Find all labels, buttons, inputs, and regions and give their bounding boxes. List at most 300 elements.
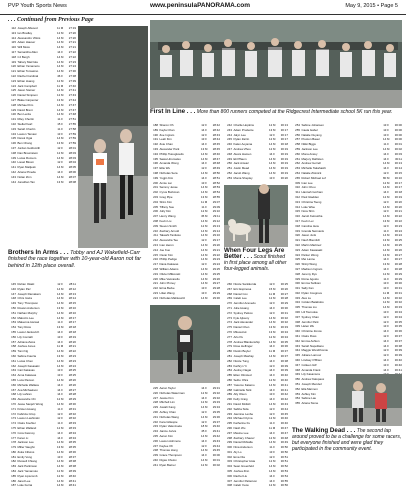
runner-name: Joseph Allwood [17,26,38,30]
place: 204 [153,199,158,204]
finish-time: 28:36 [68,449,76,454]
finish-time: 30:46 [280,416,288,421]
runner-name: John Chou [301,185,316,190]
place: 167 [11,387,16,392]
place: 301 [227,449,232,454]
finish-time: 30:46 [280,421,288,426]
place: 188 [153,123,158,127]
finish-time: 30:29 [394,271,402,276]
age-gender: 13 M [269,329,276,334]
finish-time: 30:41 [394,367,402,372]
runner-name: Nolan Zinn [17,174,32,179]
age-gender: 12 F [57,160,63,165]
age-gender: 14 F [57,392,63,397]
place: 113 [11,30,16,35]
runner-name: Aaron Kim [159,433,173,438]
finish-time: 30:24 [394,228,402,233]
runner-name: Joshua Jones [17,344,36,349]
age-gender: 45 F [201,429,207,434]
age-gender: 14 M [57,155,64,160]
finish-time: 29:31 [212,386,220,390]
caption-fourlegs-head: When Four Legs Are Better . . . [224,247,285,260]
age-gender: 12 M [269,483,276,488]
age-gender: 14 F [269,478,275,483]
age-gender: 14 M [57,401,64,406]
runner-name: Ariana Pineda [17,169,36,174]
place: 157 [11,339,16,344]
place: 142 [11,169,16,174]
finish-time: 30:32 [280,315,288,320]
place: 264 [295,170,300,175]
runner-name: Alexandre Chi [17,397,36,402]
runner-name: Caela Isabel [301,127,318,132]
place: 206 [153,209,158,214]
age-gender: 13 M [201,146,208,151]
finish-time: 27:47 [68,107,76,112]
age-gender: 14 F [57,435,63,440]
finish-time: 30:19 [280,151,288,156]
runner-name: Jolly Kim [159,209,172,214]
place: 192 [153,142,158,147]
place: 263 [295,166,300,171]
place: 135 [11,136,16,141]
runner-name: Daniel Chen [233,325,250,330]
age-gender: 12 M [57,397,64,402]
runner-name: Luca Paxson [17,377,35,382]
runner-name: Rachel Cardinal [17,73,39,78]
runner-name: Adam Kawasaki [301,247,323,252]
finish-time: 28:52 [212,180,220,185]
finish-time: 30:44 [280,406,288,411]
runner-name: Paul Gladden [301,194,320,199]
finish-time: 30:01 [212,457,220,462]
age-gender: 13 F [201,290,207,295]
runner-name: Jordan Goldsmith [17,145,41,150]
place: 189 [153,127,158,132]
runner-name: Mitchell Lim [159,400,175,405]
place: 274 [227,320,232,325]
age-gender: 14 M [269,464,276,469]
finish-time: 30:31 [394,290,402,295]
finish-time: 28:06 [68,169,76,174]
finish-time: 30:36 [280,344,288,349]
finish-time: 30:28 [394,262,402,267]
caption-walking-head: The Walking Dead . . . [292,427,356,434]
age-gender: 14 F [57,49,63,54]
place: 149 [11,301,16,306]
age-gender: 14 M [57,363,64,368]
photo-runner [150,305,220,383]
finish-time: 30:00 [394,123,402,127]
runner-name: Jennifer Patterson [233,478,257,483]
finish-time: 29:20 [212,242,220,247]
age-gender: 14 F [383,343,389,348]
finish-time: 28:21 [68,344,76,349]
runner-name: Christopher Hsia [233,459,256,464]
finish-time: 30:17 [394,180,402,185]
finish-time: 28:19 [68,334,76,339]
place: 259 [295,146,300,151]
place: 181 [11,454,16,459]
place: 283 [227,363,232,368]
runner-name: Monia Shepley [233,175,253,180]
age-gender: 12 M [201,400,208,405]
age-gender: 18 M [201,424,208,429]
runner-name: Jonathan Tan [17,179,35,184]
finish-time: 30:30 [280,305,288,310]
finish-time: 28:30 [68,401,76,406]
finish-time: 30:18 [394,190,402,195]
age-gender: 11 M [57,26,64,30]
runner-name: Ema Ota [233,454,245,459]
runner-name: Jennifer Acevedo [233,301,256,306]
place: 137 [11,145,16,150]
runner-name: Michael Clyma [233,416,253,421]
place: 127 [11,97,16,102]
runner-name: Chris Icaza [17,296,32,301]
age-gender: 14 M [57,107,64,112]
result-row [224,176,288,181]
runner-name: Alex Lu [301,295,312,300]
finish-time: 28:13 [68,291,76,296]
place: 257 [295,137,300,142]
age-gender: 12 M [383,180,390,185]
age-gender: 13 M [57,445,64,450]
runner-name: Lucas Chen [17,358,33,363]
place: 342 [295,338,300,343]
caption-four-legs [224,248,290,272]
runner-name: Jack Yamamoto [17,469,38,474]
age-gender: 14 F [269,473,275,478]
age-gender: 14 F [201,142,207,147]
place: 163 [11,368,16,373]
runner-name: Adriana Zeiss [17,339,36,344]
place: 291 [227,401,232,406]
place: 343 [295,343,300,348]
age-gender: 12 M [57,473,64,478]
place: 289 [227,392,232,397]
place: 168 [11,392,16,397]
age-gender: 13 F [57,368,63,373]
place: 215 [153,252,158,257]
runner-name: John Pinney [159,281,176,286]
age-gender: 12 M [269,459,276,464]
runner-name: Sawa Hirumatsu [159,156,181,161]
age-gender: 12 F [57,416,63,421]
finish-time: 29:14 [212,228,220,233]
finish-time: 28:25 [68,368,76,373]
place: 126 [11,93,16,98]
place: 165 [11,377,16,382]
finish-time: 30:19 [280,161,288,166]
finish-time: 28:51 [212,175,220,180]
runner-name: Karen Li [17,435,29,440]
finish-time: 28:17 [68,320,76,325]
place: 208 [153,218,158,223]
finish-time: 29:25 [212,271,220,276]
place: 119 [11,59,16,64]
place: 161 [11,358,16,363]
runner-name: Preston Bauer [301,137,320,142]
runner-name: Amanda Wong [159,161,179,166]
place: 146 [11,286,16,291]
runner-name: Mei Lanne [301,257,315,262]
finish-time: 30:13 [394,161,402,166]
age-gender: 14 M [201,295,208,300]
runner-name: Kyle Ajlouny [233,315,250,320]
caption-firstinline-body: More than 800 runners competed at the Ridgecrest Intermediate school 5K run this year. [196,109,393,115]
finish-time: 28:38 [68,459,76,464]
runner-name: Takashi Tanikoto [159,233,181,238]
finish-time: 28:44 [212,137,220,142]
age-gender: 14 M [383,161,390,166]
finish-time: 28:07 [68,174,76,179]
runner-name: Jasmine Lenbe [233,411,254,416]
age-gender: 13 M [269,127,276,132]
place: 324 [295,252,300,257]
age-gender: 11 M [57,344,64,349]
age-gender: 11 M [269,291,276,296]
place: 245 [227,137,232,142]
finish-time: 28:46 [212,151,220,156]
finish-time: 27:40 [68,83,76,88]
age-gender: 13 F [383,132,389,137]
place: 302 [227,454,232,459]
place: 286 [227,377,232,382]
age-gender: 11 F [269,421,275,426]
finish-time: 30:39 [280,368,288,373]
age-gender: 14 M [57,45,64,50]
place: 336 [295,310,300,315]
result-row [150,296,220,301]
age-gender: 15 F [57,121,63,126]
runner-name: Rylan Paz [17,286,31,291]
age-gender: 14 M [57,296,64,301]
finish-time: 28:01 [68,145,76,150]
finish-time: 30:20 [394,199,402,204]
place: 322 [295,242,300,247]
place: 228 [153,400,158,405]
place: 318 [295,223,300,228]
age-gender: 13 F [269,449,275,454]
runner-name: Andrew Zhou [233,146,251,151]
runner-name: Yasumo Katamo [233,382,255,387]
place: 351 [295,382,300,387]
finish-time: 30:28 [394,266,402,271]
age-gender: 12 F [201,262,207,267]
runner-name: Joseph Mashay [233,353,254,358]
finish-time: 28:23 [68,358,76,363]
age-gender: 14 F [57,387,63,392]
place: 279 [227,344,232,349]
finish-time: 28:35 [68,445,76,450]
finish-time: 30:24 [394,233,402,238]
place: 295 [227,421,232,426]
finish-time: 29:13 [212,223,220,228]
runner-name: Ally Olson [233,392,247,397]
runner-name: Sabha Sida [233,406,249,411]
place: 205 [153,204,158,209]
continued-label: . . . Continued from Previous Page [8,17,94,23]
place: 214 [153,247,158,252]
finish-time: 28:23 [68,353,76,358]
age-gender: 11 F [383,228,389,233]
place: 305 [227,469,232,474]
runner-name: Joseph Ramakers [17,291,41,296]
finish-time: 30:22 [394,218,402,223]
runner-name: Andrew Kalopaux [301,377,325,382]
finish-time: 30:34 [394,310,402,315]
finish-time: 29:10 [212,209,220,214]
place: 340 [295,329,300,334]
place: 307 [227,478,232,483]
age-gender: 13 F [383,310,389,315]
finish-time: 28:45 [212,146,220,151]
place: 160 [11,353,16,358]
finish-time: 30:36 [394,329,402,334]
age-gender: 12 F [201,419,207,424]
age-gender: 11 F [57,406,63,411]
finish-time: 30:38 [394,343,402,348]
runner-name: Nicholas Mahkowitz [159,295,186,300]
finish-time: 28:43 [212,132,220,137]
finish-time: 30:40 [394,362,402,367]
place: 151 [11,310,16,315]
runner-name: Natalie Ouyang [301,132,322,137]
runner-name: Russell Chiang [17,459,37,464]
place: 216 [153,257,158,262]
place: 143 [11,174,16,179]
finish-time: 28:04 [68,160,76,165]
finish-time: 30:42 [280,397,288,402]
runner-name: Colleen Gilf [301,362,317,367]
place: 312 [295,194,300,199]
runner-name: Laurel Jankovich [17,329,40,334]
runner-name: Will Moss [17,45,30,50]
place: 117 [11,49,16,54]
place: 332 [295,290,300,295]
place: 122 [11,73,16,78]
finish-time: 28:34 [68,430,76,435]
finish-time: 28:33 [68,421,76,426]
finish-time: 30:17 [280,132,288,137]
runner-name: Julie Huang [233,305,249,310]
caption-brothers-head: Brothers In Arms . . . [8,249,69,256]
runner-name: Caroline Hew [301,223,319,228]
runner-name: Michelle Wallace [17,382,40,387]
finish-time: 29:22 [212,252,220,257]
finish-time: 30:16 [394,175,402,180]
place: 311 [295,190,300,195]
finish-time: 27:30 [68,69,76,74]
runner-name: Joseph Kasasaki [17,363,40,368]
place: 353 [295,391,300,396]
place: 232 [153,419,158,424]
place: 313 [295,199,300,204]
place: 128 [11,102,16,107]
place: 249 [227,156,232,161]
finish-time: 30:40 [280,373,288,378]
place: 299 [227,440,232,445]
age-gender: 12 F [201,238,207,243]
runner-name: Ava Michaelson [17,387,38,392]
finish-time: 29:32 [212,395,220,400]
finish-time: 28:40 [68,473,76,478]
finish-time: 30:27 [394,257,402,262]
place: 309 [295,180,300,185]
age-gender: 14 M [201,252,208,257]
place: 125 [11,88,16,93]
runner-name: Sharon Oh [159,123,174,127]
age-gender: 12 M [57,150,64,155]
finish-time: 28:50 [212,170,220,175]
place: 235 [153,433,158,438]
place: 114 [11,35,16,40]
age-gender: 14 M [201,151,208,156]
place: 331 [295,286,300,291]
runner-name: Erina Berke [159,286,175,291]
runner-name: Lilian Wang [159,290,175,295]
age-gender: 15 M [269,286,276,291]
runner-name: Ryan Barner [159,462,176,467]
finish-time: 27:21 [68,40,76,45]
finish-time: 28:29 [68,397,76,402]
age-gender: 14 F [383,338,389,343]
place: 155 [11,329,16,334]
runner-name: Alexis Hamen [233,151,252,156]
runner-name: Rachel Liu [233,473,248,478]
place: 272 [227,310,232,315]
finish-time: 28:27 [68,387,76,392]
results-col-1 [8,26,76,186]
finish-time: 30:37 [280,353,288,358]
age-gender: 12 F [201,132,207,137]
runner-name: Rose Heflinger [233,344,253,349]
runner-name: Annie Lai [159,180,172,185]
finish-time: 28:31 [68,406,76,411]
place: 239 [153,453,158,458]
finish-time: 30:20 [394,204,402,209]
finish-time: 30:11 [394,156,402,161]
place: 170 [11,401,16,406]
finish-time: 29:28 [212,286,220,291]
finish-time: 27:41 [68,88,76,93]
age-gender: 13 F [57,131,63,136]
age-gender: 14 M [57,64,64,69]
runner-name: Tahary Mazzola [17,59,38,64]
finish-time: 30:21 [394,209,402,214]
age-gender: 14 M [57,35,64,40]
finish-time: 30:34 [394,314,402,319]
age-gender: 12 F [269,301,275,306]
runner-name: Nathan Murphy [17,310,38,315]
age-gender: 14 F [269,151,275,156]
age-gender: 12 F [383,353,389,358]
age-gender: 13 F [269,392,275,397]
finish-time: 30:26 [394,247,402,252]
runner-name: Sabine Lau [301,396,317,401]
finish-time: 27:23 [68,59,76,64]
place: 236 [153,438,158,443]
place: 337 [295,314,300,319]
runner-name: Ellie Wu [159,166,171,171]
place: 140 [11,160,16,165]
finish-time: 30:35 [394,319,402,324]
page-header [0,0,406,15]
place: 346 [295,358,300,363]
place: 210 [153,228,158,233]
place: 172 [11,411,16,416]
